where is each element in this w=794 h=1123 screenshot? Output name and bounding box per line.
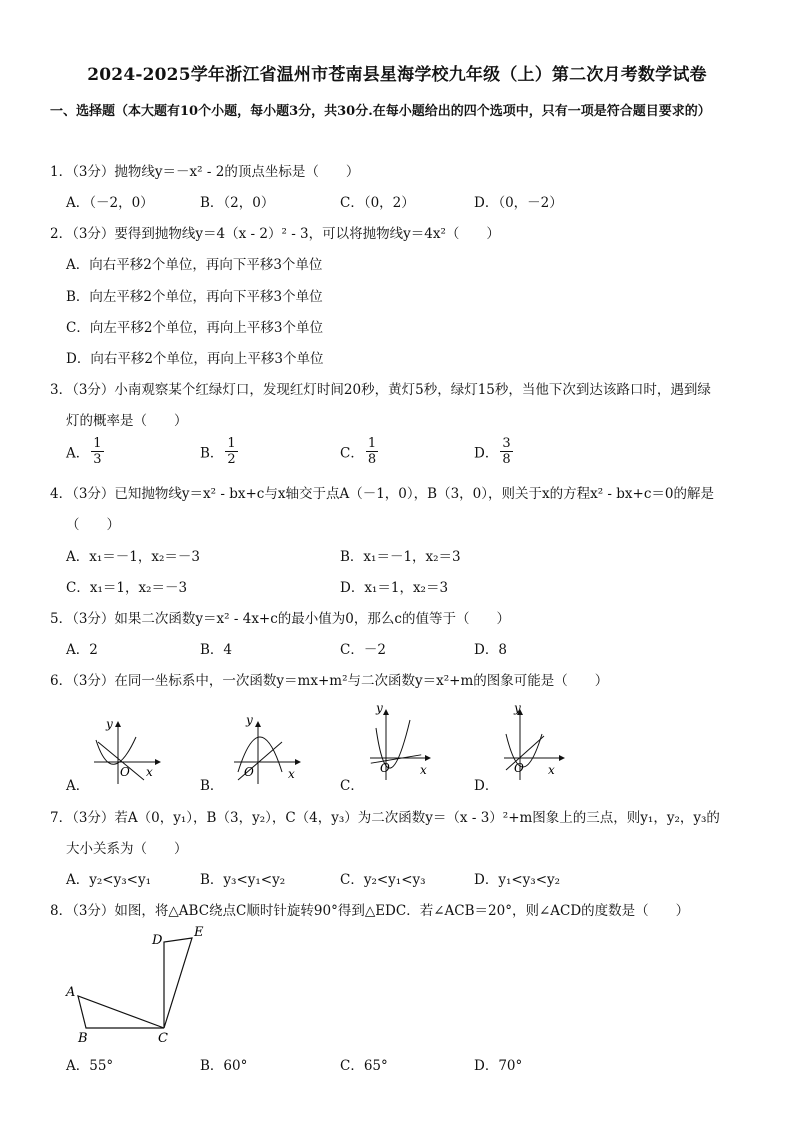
q3-option-a: A． $\frac{1}{3}$: [66, 436, 102, 467]
q8-option-c: C．65°: [340, 1058, 388, 1074]
origin-label: O: [120, 765, 130, 779]
origin-label: O: [514, 761, 524, 775]
q4-option-d: D．x₁＝1，x₂＝3: [340, 580, 449, 596]
x-axis-label: x: [288, 767, 295, 781]
question-7-stem-line1: 7．（3分）若A（0，y₁），B（3，y₂），C（4，y₃）为二次函数y＝（x - 3）²+m图象上的三点，则y₁，y₂，y₃的: [50, 810, 720, 826]
q6-option-c: C．: [340, 778, 364, 794]
point-c-label: C: [158, 1031, 168, 1046]
q1-option-c: C．（0，2）: [340, 195, 415, 211]
q5-option-b: B．4: [200, 642, 233, 658]
q6-graph-a: [86, 712, 166, 787]
question-5-stem: 5．（3分）如果二次函数y＝x² - 4x+c的最小值为0，那么c的值等于（ ）: [50, 611, 510, 627]
q5-option-c: C．－2: [340, 642, 386, 658]
question-4-stem-line1: 4．（3分）已知抛物线y＝x² - bx+c与x轴交于点A（－1，0），B（3，0），则关于x的方程x² - bx+c＝0的解是: [50, 486, 714, 502]
q6-option-a: A．: [66, 778, 90, 794]
q6-option-b: B．: [200, 778, 224, 794]
q6-graph-d: [500, 700, 580, 785]
q1-option-d: D．（0，－2）: [474, 195, 563, 211]
section-heading: 一、选择题（本大题有10个小题，每小题3分，共30分.在每小题给出的四个选项中，只有一项是符合题目要求的）: [50, 104, 711, 119]
point-d-label: D: [152, 933, 163, 948]
q7-option-d: D．y₁<y₃<y₂: [474, 872, 561, 888]
y-axis-label: y: [514, 701, 521, 715]
q6-graph-b: [226, 712, 306, 787]
q4-option-c: C．x₁＝1，x₂＝－3: [66, 580, 188, 596]
question-2-stem: 2．（3分）要得到抛物线y＝4（x - 2）² - 3，可以将抛物线y＝4x²（ ）: [50, 226, 500, 242]
q3-option-b: B． $\frac{1}{2}$: [200, 436, 236, 467]
question-3-stem-line1: 3．（3分）小南观察某个红绿灯口，发现红灯时间20秒，黄灯5秒，绿灯15秒，当他下次到达该路口时，遇到绿: [50, 382, 711, 398]
q3-option-c: C． $\frac{1}{8}$: [340, 436, 377, 467]
question-1-stem: 1．（3分）抛物线y＝－x² - 2的顶点坐标是（ ）: [50, 164, 360, 180]
question-6-stem: 6．（3分）在同一坐标系中，一次函数y＝mx+m²与二次函数y＝x²+m的图象可能是（ ）: [50, 673, 609, 689]
q8-option-a: A．55°: [66, 1058, 114, 1074]
question-8-stem: 8．（3分）如图，将△ABC绕点C顺时针旋转90°得到△EDC．若∠ACB＝20°，则∠ACD的度数是（ ）: [50, 903, 690, 919]
q8-option-b: B．60°: [200, 1058, 248, 1074]
q7-option-a: A．y₂<y₃<y₁: [66, 872, 151, 888]
q4-option-b: B．x₁＝－1，x₂＝3: [340, 549, 461, 565]
x-axis-label: x: [420, 763, 427, 777]
q4-option-a: A．x₁＝－1，x₂＝－3: [66, 549, 200, 565]
x-axis-label: x: [548, 763, 555, 777]
point-b-label: B: [78, 1031, 88, 1046]
q5-option-a: A．2: [66, 642, 98, 658]
q6-graph-c: [366, 700, 446, 785]
y-axis-label: y: [246, 713, 253, 727]
point-a-label: A: [66, 985, 76, 1000]
y-axis-label: y: [376, 701, 383, 715]
question-4-stem-line2: （ ）: [66, 517, 120, 533]
q1-option-b: B．（2，0）: [200, 195, 275, 211]
q1-option-a: A．（－2，0）: [66, 195, 154, 211]
question-3-stem-line2: 灯的概率是（ ）: [66, 413, 188, 429]
exam-title: 2024-2025学年浙江省温州市苍南县星海学校九年级（上）第二次月考数学试卷: [87, 65, 707, 85]
q7-option-c: C．y₂<y₁<y₃: [340, 872, 426, 888]
q2-option-a: A．向右平移2个单位，再向下平移3个单位: [66, 257, 323, 273]
question-7-stem-line2: 大小关系为（ ）: [66, 841, 188, 857]
origin-label: O: [380, 761, 390, 775]
q8-option-d: D．70°: [474, 1058, 523, 1074]
q8-triangle-figure: [60, 918, 220, 1048]
q2-option-d: D．向右平移2个单位，再向上平移3个单位: [66, 351, 324, 367]
q7-option-b: B．y₃<y₁<y₂: [200, 872, 286, 888]
q2-option-c: C．向左平移2个单位，再向上平移3个单位: [66, 320, 324, 336]
y-axis-label: y: [106, 717, 113, 731]
q3-option-d: D． $\frac{3}{8}$: [474, 436, 511, 467]
q6-option-d: D．: [474, 778, 499, 794]
origin-label: O: [244, 765, 254, 779]
q2-option-b: B．向左平移2个单位，再向下平移3个单位: [66, 289, 323, 305]
q5-option-d: D．8: [474, 642, 507, 658]
point-e-label: E: [194, 925, 204, 940]
x-axis-label: x: [146, 765, 153, 779]
